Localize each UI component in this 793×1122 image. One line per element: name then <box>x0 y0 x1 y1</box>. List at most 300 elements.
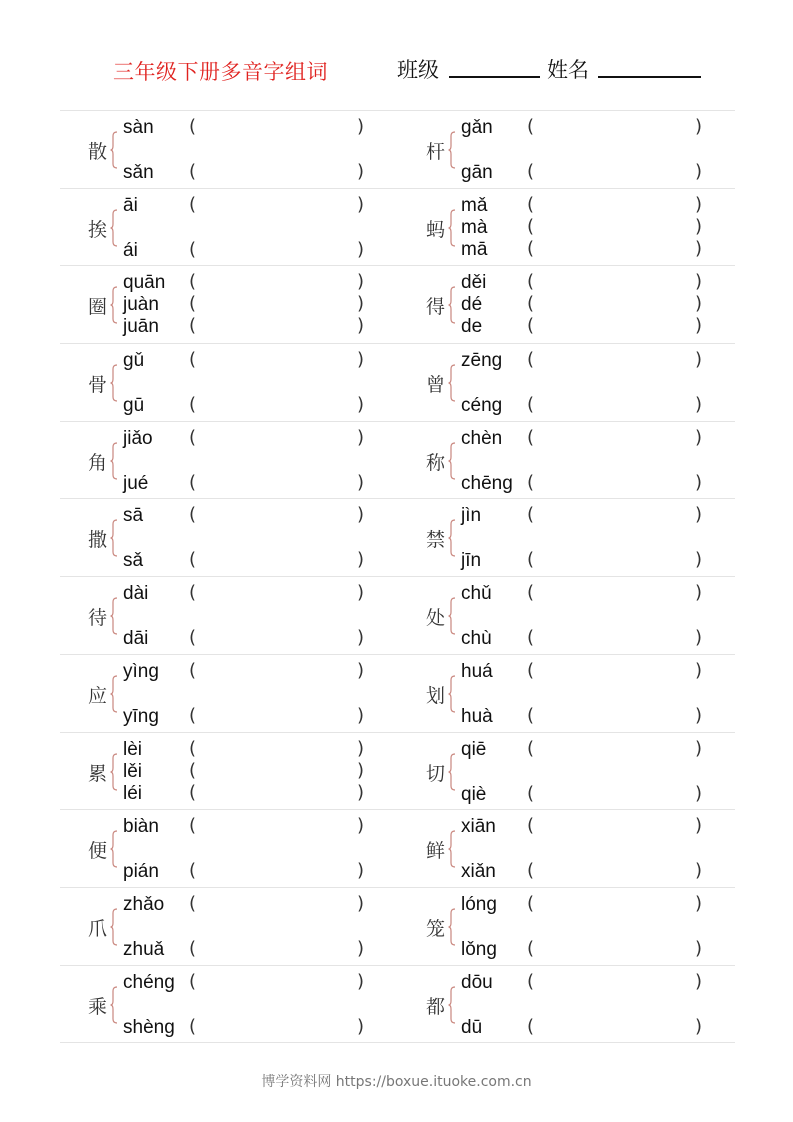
close-paren: ) <box>357 116 365 137</box>
close-paren: ) <box>357 394 365 416</box>
polyphonic-character: 骨 <box>88 374 108 397</box>
reading-line <box>461 117 731 139</box>
word-answer-input[interactable] <box>541 861 695 883</box>
word-answer-input[interactable] <box>541 195 695 217</box>
pinyin-label: mā <box>461 238 488 260</box>
word-answer-input[interactable] <box>541 350 695 372</box>
polyphonic-character: 待 <box>88 607 108 630</box>
word-answer-input[interactable] <box>203 706 357 728</box>
pinyin-label: sàn <box>123 117 154 138</box>
open-paren: ( <box>527 627 535 649</box>
pinyin-label: děi <box>461 272 487 294</box>
close-paren: ) <box>357 293 365 315</box>
reading-line <box>123 972 393 994</box>
open-paren: ( <box>527 293 535 315</box>
close-paren: ) <box>695 970 703 992</box>
reading-list <box>461 111 731 188</box>
pinyin-label: dé <box>461 294 483 316</box>
pinyin-label: zhǎo <box>123 893 165 915</box>
word-answer-input[interactable] <box>541 162 695 184</box>
reading-line <box>123 316 393 338</box>
reading-line <box>123 505 393 527</box>
pinyin-label: yīng <box>123 705 159 727</box>
word-answer-input[interactable] <box>203 473 357 495</box>
reading-line <box>123 195 393 217</box>
close-paren: ) <box>357 627 365 649</box>
open-paren: ( <box>189 394 197 416</box>
reading-list <box>123 888 393 965</box>
word-answer-input[interactable] <box>203 162 357 184</box>
word-answer-input[interactable] <box>203 240 357 262</box>
reading-line <box>461 939 731 961</box>
reading-line <box>123 816 393 838</box>
character-entry <box>398 577 736 654</box>
reading-line <box>123 272 393 294</box>
open-paren: ( <box>189 1015 197 1037</box>
open-paren: ( <box>189 759 197 781</box>
open-paren: ( <box>527 271 535 293</box>
close-paren: ) <box>357 659 365 681</box>
word-answer-input[interactable] <box>203 395 357 417</box>
reading-list <box>461 810 731 887</box>
pinyin-label: chēng <box>461 472 513 494</box>
table-row <box>60 733 735 811</box>
brace-icon <box>110 364 118 402</box>
reading-line <box>123 240 393 262</box>
reading-line <box>461 661 731 683</box>
pinyin-label: chèn <box>461 427 503 449</box>
reading-line <box>461 294 731 316</box>
close-paren: ) <box>695 193 703 215</box>
open-paren: ( <box>527 737 535 759</box>
reading-line <box>123 473 393 495</box>
close-paren: ) <box>357 349 365 371</box>
word-answer-input[interactable] <box>541 583 695 605</box>
table-row <box>60 888 735 966</box>
reading-list <box>461 655 731 732</box>
brace-icon <box>110 519 118 557</box>
close-paren: ) <box>695 1015 703 1037</box>
close-paren: ) <box>695 471 703 493</box>
pinyin-label: dū <box>461 1016 483 1038</box>
pinyin-label: de <box>461 316 483 338</box>
word-answer-input[interactable] <box>541 117 695 139</box>
reading-line <box>123 395 393 417</box>
reading-list <box>461 266 731 343</box>
pinyin-label: shèng <box>123 1016 175 1038</box>
pinyin-label: qiē <box>461 738 487 760</box>
brace-icon <box>110 908 118 946</box>
reading-list <box>461 733 731 810</box>
reading-line <box>461 583 731 605</box>
character-entry <box>398 655 736 732</box>
close-paren: ) <box>357 271 365 293</box>
reading-line <box>461 706 731 728</box>
word-answer-input[interactable] <box>203 894 357 916</box>
open-paren: ( <box>189 426 197 448</box>
polyphonic-character-table <box>60 110 735 1043</box>
reading-list <box>123 189 393 266</box>
close-paren: ) <box>357 238 365 260</box>
pinyin-label: lóng <box>461 893 497 915</box>
table-row <box>60 422 735 500</box>
word-answer-input[interactable] <box>541 706 695 728</box>
close-paren: ) <box>695 349 703 371</box>
pinyin-label: jiǎo <box>123 427 153 449</box>
open-paren: ( <box>527 782 535 804</box>
polyphonic-character: 便 <box>88 840 108 863</box>
brace-icon <box>110 209 118 247</box>
polyphonic-character: 应 <box>88 684 108 707</box>
word-answer-input[interactable] <box>203 294 357 316</box>
polyphonic-character: 划 <box>426 684 446 707</box>
pinyin-label: quān <box>123 272 166 294</box>
reading-list <box>123 422 393 499</box>
character-entry <box>60 499 398 576</box>
reading-list <box>123 111 393 188</box>
polyphonic-character: 乘 <box>88 995 108 1018</box>
word-answer-input[interactable] <box>203 761 357 783</box>
reading-line <box>123 162 393 184</box>
brace-icon <box>448 830 456 868</box>
reading-line <box>461 239 731 261</box>
table-row <box>60 189 735 267</box>
open-paren: ( <box>189 349 197 371</box>
close-paren: ) <box>357 504 365 526</box>
close-paren: ) <box>695 737 703 759</box>
reading-line <box>461 350 731 372</box>
word-answer-input[interactable] <box>541 739 695 761</box>
open-paren: ( <box>527 315 535 337</box>
pinyin-label: juān <box>123 316 159 338</box>
open-paren: ( <box>527 815 535 837</box>
pinyin-label: dāi <box>123 628 149 650</box>
word-answer-input[interactable] <box>541 939 695 961</box>
character-entry <box>398 111 736 188</box>
character-entry <box>60 733 398 810</box>
reading-line <box>123 706 393 728</box>
word-answer-input[interactable] <box>203 1017 357 1039</box>
word-answer-input[interactable] <box>203 117 357 139</box>
open-paren: ( <box>189 315 197 337</box>
pinyin-label: gū <box>123 395 145 417</box>
open-paren: ( <box>189 582 197 604</box>
footer-source: 博学资料网 https://boxue.ituoke.com.cn <box>261 1074 532 1090</box>
word-answer-input[interactable] <box>541 395 695 417</box>
close-paren: ) <box>695 659 703 681</box>
open-paren: ( <box>527 549 535 571</box>
reading-list <box>123 966 393 1043</box>
character-entry <box>398 888 736 965</box>
pinyin-label: céng <box>461 395 503 417</box>
worksheet-title: 三年级下册多音字组词 <box>113 60 328 84</box>
word-answer-input[interactable] <box>541 217 695 239</box>
word-answer-input[interactable] <box>203 972 357 994</box>
close-paren: ) <box>695 815 703 837</box>
close-paren: ) <box>695 627 703 649</box>
reading-line <box>123 1017 393 1039</box>
close-paren: ) <box>695 582 703 604</box>
worksheet-header <box>0 52 793 88</box>
open-paren: ( <box>527 116 535 137</box>
reading-list <box>123 344 393 421</box>
polyphonic-character: 都 <box>426 995 446 1018</box>
reading-line <box>461 550 731 572</box>
word-answer-input[interactable] <box>203 661 357 683</box>
close-paren: ) <box>695 937 703 959</box>
word-answer-input[interactable] <box>541 239 695 261</box>
table-row <box>60 266 735 344</box>
brace-icon <box>110 986 118 1024</box>
reading-list <box>123 810 393 887</box>
open-paren: ( <box>189 504 197 526</box>
pinyin-label: sǎ <box>123 550 144 572</box>
pinyin-label: lǒng <box>461 938 497 960</box>
reading-line <box>461 272 731 294</box>
word-answer-input[interactable] <box>541 894 695 916</box>
word-answer-input[interactable] <box>203 272 357 294</box>
word-answer-input[interactable] <box>541 294 695 316</box>
polyphonic-character: 散 <box>88 141 108 163</box>
open-paren: ( <box>189 238 197 260</box>
reading-line <box>123 894 393 916</box>
open-paren: ( <box>189 860 197 882</box>
table-row <box>60 344 735 422</box>
close-paren: ) <box>357 549 365 571</box>
word-answer-input[interactable] <box>541 816 695 838</box>
close-paren: ) <box>357 781 365 803</box>
character-entry <box>60 189 398 266</box>
brace-icon <box>110 442 118 480</box>
word-answer-input[interactable] <box>541 473 695 495</box>
reading-line <box>461 473 731 495</box>
polyphonic-character: 笼 <box>426 917 446 940</box>
open-paren: ( <box>527 970 535 992</box>
character-entry <box>398 499 736 576</box>
word-answer-input[interactable] <box>541 661 695 683</box>
close-paren: ) <box>695 782 703 804</box>
word-answer-input[interactable] <box>203 195 357 217</box>
pinyin-label: āi <box>123 194 138 216</box>
open-paren: ( <box>189 161 197 182</box>
reading-line <box>123 550 393 572</box>
reading-list <box>123 266 393 343</box>
polyphonic-character: 角 <box>88 451 108 474</box>
reading-line <box>461 1017 731 1039</box>
close-paren: ) <box>695 860 703 882</box>
pinyin-label: lěi <box>123 760 143 782</box>
word-answer-input[interactable] <box>203 583 357 605</box>
pinyin-label: jué <box>123 472 149 494</box>
reading-list <box>461 499 731 576</box>
brace-icon <box>110 286 118 324</box>
pinyin-label: biàn <box>123 816 159 838</box>
class-label: 班级 <box>397 58 439 82</box>
pinyin-label: huà <box>461 705 493 727</box>
word-answer-input[interactable] <box>203 428 357 450</box>
close-paren: ) <box>695 315 703 337</box>
reading-line <box>461 217 731 239</box>
word-answer-input[interactable] <box>203 739 357 761</box>
pinyin-label: yìng <box>123 660 159 682</box>
polyphonic-character: 切 <box>426 762 446 785</box>
open-paren: ( <box>189 815 197 837</box>
word-answer-input[interactable] <box>541 428 695 450</box>
table-row <box>60 810 735 888</box>
brace-icon <box>110 675 118 713</box>
reading-list <box>461 966 731 1043</box>
word-answer-input[interactable] <box>541 272 695 294</box>
table-row <box>60 111 735 189</box>
close-paren: ) <box>357 860 365 882</box>
reading-line <box>461 428 731 450</box>
open-paren: ( <box>189 704 197 726</box>
polyphonic-character: 禁 <box>426 529 446 552</box>
pinyin-label: gān <box>461 162 493 183</box>
close-paren: ) <box>695 215 703 237</box>
reading-line <box>123 761 393 783</box>
open-paren: ( <box>189 892 197 914</box>
pinyin-label: qiè <box>461 783 487 805</box>
close-paren: ) <box>695 892 703 914</box>
word-answer-input[interactable] <box>203 783 357 805</box>
close-paren: ) <box>695 161 703 182</box>
pinyin-label: dōu <box>461 971 493 993</box>
polyphonic-character: 圈 <box>88 296 108 319</box>
close-paren: ) <box>695 394 703 416</box>
reading-line <box>461 628 731 650</box>
pinyin-label: gǎn <box>461 117 493 138</box>
pinyin-label: jìn <box>461 505 482 527</box>
character-entry <box>60 577 398 654</box>
reading-line <box>461 162 731 184</box>
brace-icon <box>448 364 456 402</box>
word-answer-input[interactable] <box>203 628 357 650</box>
open-paren: ( <box>189 970 197 992</box>
table-row <box>60 655 735 733</box>
reading-line <box>461 316 731 338</box>
close-paren: ) <box>695 549 703 571</box>
pinyin-label: léi <box>123 782 143 804</box>
open-paren: ( <box>527 193 535 215</box>
word-answer-input[interactable] <box>203 939 357 961</box>
open-paren: ( <box>527 161 535 182</box>
close-paren: ) <box>357 1015 365 1037</box>
pinyin-label: pián <box>123 861 159 883</box>
reading-list <box>123 577 393 654</box>
close-paren: ) <box>357 193 365 215</box>
reading-line <box>123 428 393 450</box>
word-answer-input[interactable] <box>203 861 357 883</box>
reading-list <box>461 888 731 965</box>
pinyin-label: mǎ <box>461 194 488 216</box>
character-entry <box>60 810 398 887</box>
pinyin-label: gǔ <box>123 350 145 372</box>
word-answer-input[interactable] <box>203 550 357 572</box>
word-answer-input[interactable] <box>203 316 357 338</box>
close-paren: ) <box>695 504 703 526</box>
character-entry <box>60 966 398 1043</box>
close-paren: ) <box>695 271 703 293</box>
close-paren: ) <box>357 582 365 604</box>
word-answer-input[interactable] <box>541 628 695 650</box>
character-entry <box>398 810 736 887</box>
open-paren: ( <box>189 781 197 803</box>
pinyin-label: chéng <box>123 971 175 993</box>
word-answer-input[interactable] <box>203 505 357 527</box>
open-paren: ( <box>189 737 197 759</box>
word-answer-input[interactable] <box>203 350 357 372</box>
name-field[interactable] <box>598 76 701 78</box>
open-paren: ( <box>527 582 535 604</box>
close-paren: ) <box>695 237 703 259</box>
character-entry <box>60 111 398 188</box>
polyphonic-character: 撒 <box>88 529 108 552</box>
polyphonic-character: 杆 <box>426 141 446 163</box>
character-entry <box>60 422 398 499</box>
class-field[interactable] <box>449 76 540 78</box>
polyphonic-character: 处 <box>426 607 446 630</box>
open-paren: ( <box>189 549 197 571</box>
pinyin-label: lèi <box>123 738 143 760</box>
pinyin-label: xiān <box>461 816 496 838</box>
word-answer-input[interactable] <box>203 816 357 838</box>
reading-line <box>461 505 731 527</box>
close-paren: ) <box>357 970 365 992</box>
character-entry <box>398 344 736 421</box>
character-entry <box>398 966 736 1043</box>
reading-list <box>461 189 731 266</box>
pinyin-label: juàn <box>123 294 159 316</box>
reading-line <box>123 783 393 805</box>
open-paren: ( <box>527 426 535 448</box>
word-answer-input[interactable] <box>541 784 695 806</box>
close-paren: ) <box>357 815 365 837</box>
open-paren: ( <box>527 860 535 882</box>
name-label: 姓名 <box>547 58 589 82</box>
brace-icon <box>448 597 456 635</box>
brace-icon <box>110 597 118 635</box>
close-paren: ) <box>695 426 703 448</box>
reading-line <box>123 350 393 372</box>
word-answer-input[interactable] <box>541 550 695 572</box>
pinyin-label: dài <box>123 583 149 605</box>
word-answer-input[interactable] <box>541 505 695 527</box>
brace-icon <box>448 986 456 1024</box>
close-paren: ) <box>357 426 365 448</box>
reading-list <box>123 499 393 576</box>
word-answer-input[interactable] <box>541 972 695 994</box>
pinyin-label: sǎn <box>123 162 154 183</box>
open-paren: ( <box>189 659 197 681</box>
brace-icon <box>448 753 456 791</box>
polyphonic-character: 累 <box>88 762 108 785</box>
word-answer-input[interactable] <box>541 1017 695 1039</box>
table-row <box>60 577 735 655</box>
reading-line <box>123 294 393 316</box>
word-answer-input[interactable] <box>541 316 695 338</box>
close-paren: ) <box>357 704 365 726</box>
character-entry <box>398 266 736 343</box>
pinyin-label: chù <box>461 628 492 650</box>
pinyin-label: huá <box>461 660 493 682</box>
polyphonic-character: 得 <box>426 296 446 319</box>
pinyin-label: zēng <box>461 350 503 372</box>
character-entry <box>60 266 398 343</box>
open-paren: ( <box>527 471 535 493</box>
open-paren: ( <box>189 271 197 293</box>
open-paren: ( <box>527 394 535 416</box>
